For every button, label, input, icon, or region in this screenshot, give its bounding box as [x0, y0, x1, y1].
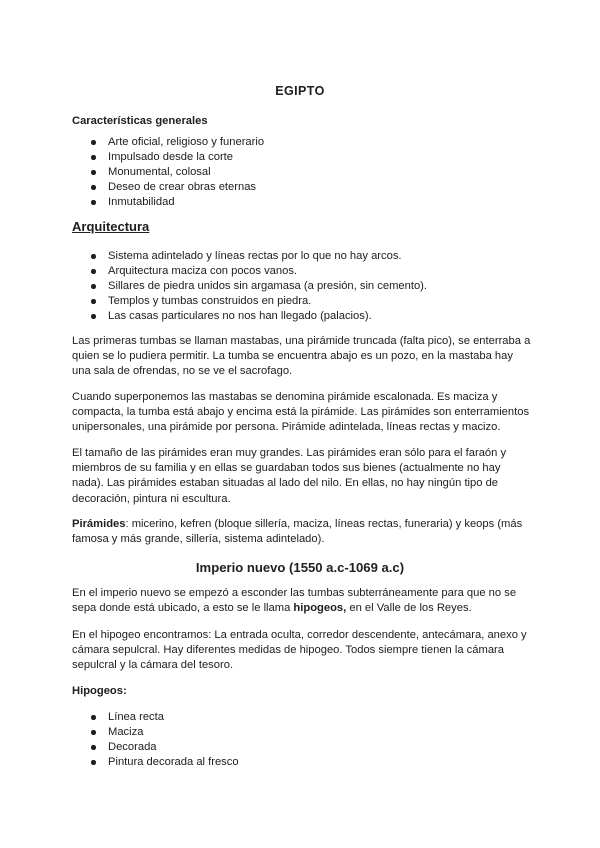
- piramides-label: Pirámides: [72, 518, 126, 530]
- list-item: Maciza: [72, 725, 239, 740]
- list-item: Inmutabilidad: [72, 195, 264, 210]
- hipogeos-term: hipogeos,: [293, 602, 347, 615]
- list-item: Pintura decorada al fresco: [72, 755, 239, 770]
- list-item: Sistema adintelado y líneas rectas por lo que no hay arcos.: [72, 249, 427, 264]
- list-item: Las casas particulares no nos han llegado (palacios).: [72, 309, 427, 324]
- imperio-text-after: en el Valle de los Reyes.: [346, 602, 472, 615]
- arquitectura-heading: Arquitectura: [72, 219, 150, 234]
- paragraph-tamano-piramides: El tamaño de las pirámides eran muy grandes. Las pirámides eran sólo para el faraón y miembros de su familia y en ellas se guardaban todos sus bienes (actualmente no hay nada). Las pirámides estaban situadas al lado del nilo. En ellas, no hay ningún tipo de decoración, pintura ni escultura.: [72, 447, 507, 505]
- list-item: Arte oficial, religioso y funerario: [72, 135, 264, 150]
- imperio-nuevo-heading: Imperio nuevo (1550 a.c-1069 a.c): [195, 560, 405, 575]
- list-item: Monumental, colosal: [72, 165, 264, 180]
- paragraph-mastabas: Las primeras tumbas se llaman mastabas, una pirámide truncada (falta pico), se enterraba a quien se lo pudiera permitir. La tumba se encuentra abajo es un pozo, en la mastaba hay una sala de ofrendas, no se ve el sacrofago.: [72, 335, 531, 378]
- list-item: Sillares de piedra unidos sin argamasa (a presión, sin cemento).: [72, 279, 427, 294]
- caracteristicas-list: [72, 135, 264, 210]
- list-item: Templos y tumbas construidos en piedra.: [72, 294, 427, 309]
- page-title: EGIPTO: [275, 84, 325, 98]
- imperio-text-before: En el imperio nuevo se empezó a esconder las tumbas subterráneamente para que no se sepa donde está ubicado, a esto se le llama: [72, 587, 517, 615]
- list-item: Deseo de crear obras eternas: [72, 180, 264, 195]
- list-item: Decorada: [72, 740, 239, 755]
- list-item: Arquitectura maciza con pocos vanos.: [72, 264, 427, 279]
- list-item: Impulsado desde la corte: [72, 150, 264, 165]
- paragraph-piramides: [72, 517, 534, 547]
- piramides-text: : micerino, kefren (bloque sillería, maciza, líneas rectas, funeraria) y keops (más famosa y más grande, sillería, sistema adintelado).: [72, 518, 523, 546]
- list-item: Línea recta: [72, 710, 239, 725]
- paragraph-imperio-nuevo: [72, 586, 534, 616]
- paragraph-hipogeo: En el hipogeo encontramos: La entrada oculta, corredor descendente, antecámara, anexo y cámara sepulcral. Hay diferentes medidas de hipogeo. Todos siempre tienen la cámara sepulcral y la cámara del tesoro.: [72, 629, 527, 672]
- arquitectura-list: [72, 249, 427, 324]
- paragraph-piramide-escalonada: Cuando superponemos las mastabas se denomina pirámide escalonada. Es maciza y compacta, la tumba está abajo y encima está la pirámide. Las pirámides son enterramientos unipersonales, una pirámide por persona. Pirámide adintelada, líneas rectas y macizo.: [72, 391, 530, 434]
- hipogeos-list: [72, 710, 239, 770]
- caracteristicas-heading: Características generales: [72, 115, 208, 127]
- hipogeos-heading: Hipogeos:: [72, 685, 127, 697]
